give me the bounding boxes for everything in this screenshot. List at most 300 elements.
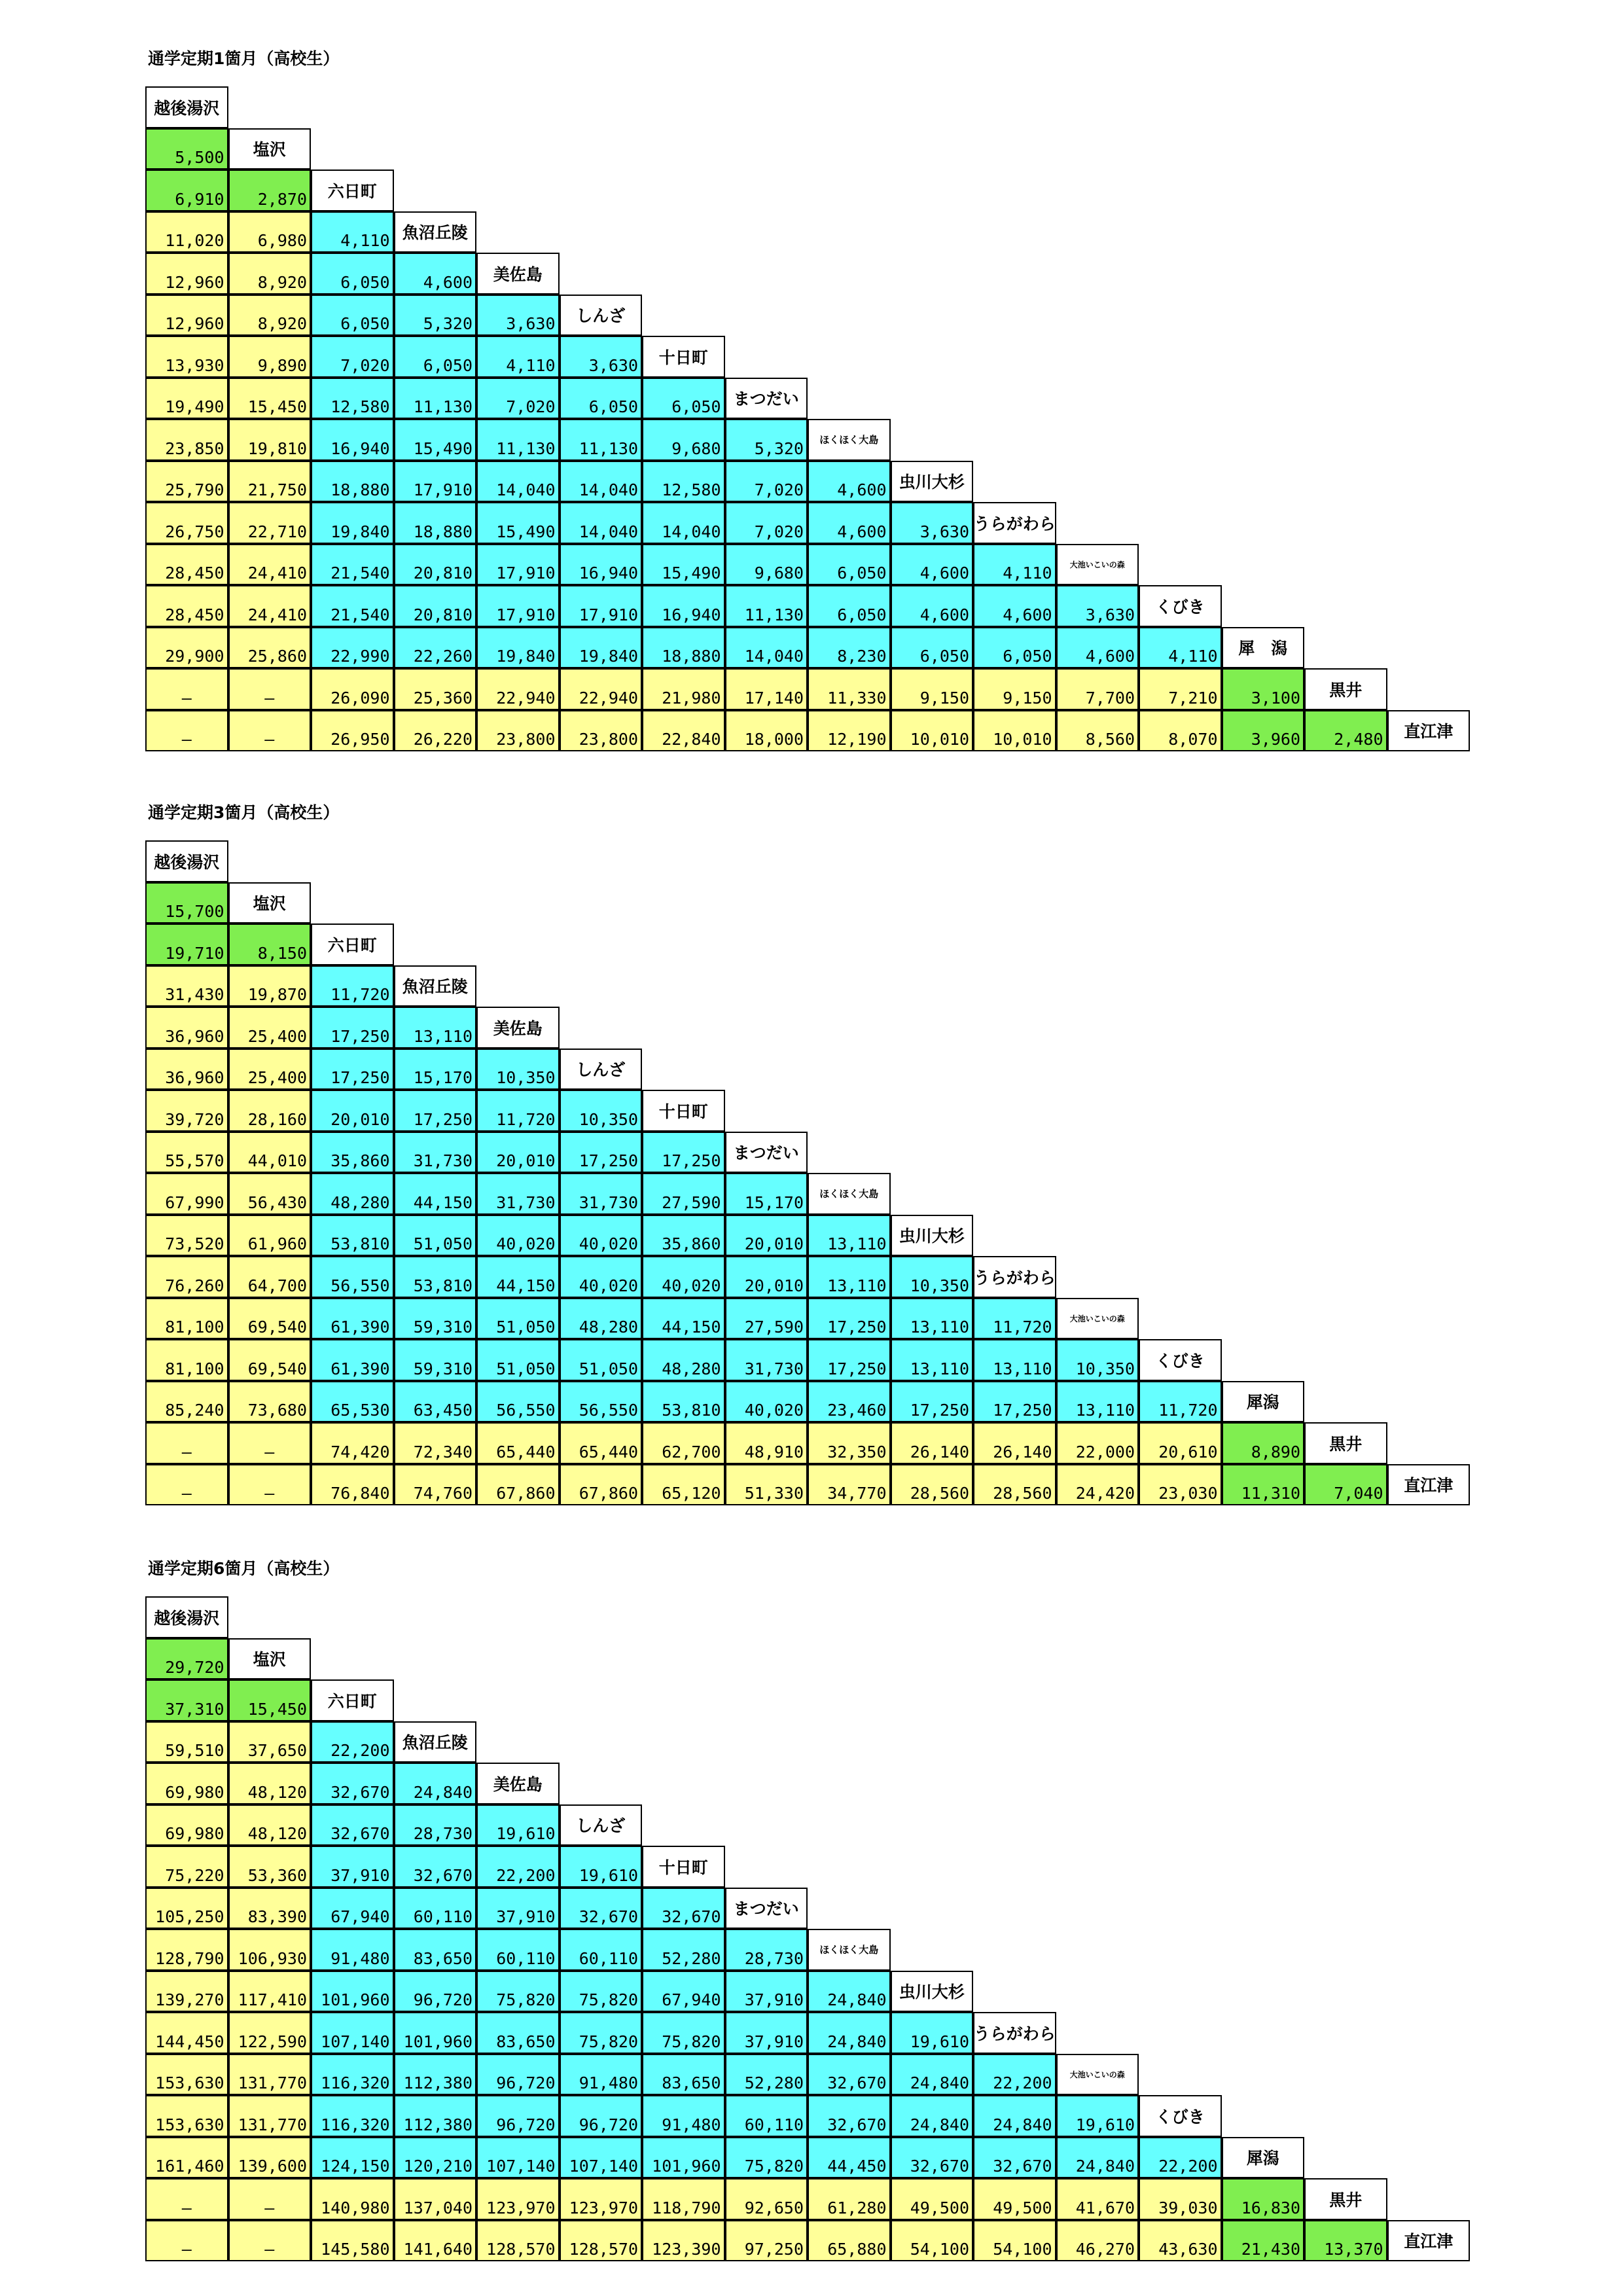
- fare-cell: 23,460: [808, 1381, 891, 1423]
- fare-cell: 25,360: [394, 668, 477, 710]
- fare-cell: 17,140: [725, 668, 808, 710]
- fare-cell: 21,750: [228, 461, 312, 503]
- fare-cell: 83,390: [228, 1888, 312, 1929]
- fare-cell: 67,860: [476, 1464, 560, 1506]
- fare-cell: 19,810: [228, 419, 312, 461]
- fare-cell: 18,880: [311, 461, 394, 503]
- fare-cell: 21,430: [1222, 2220, 1305, 2262]
- fare-cell: 19,840: [560, 627, 643, 669]
- fare-cell: 67,940: [311, 1888, 394, 1929]
- fare-cell: 22,200: [311, 1721, 394, 1763]
- fare-cell: 17,250: [891, 1381, 974, 1423]
- fare-cell: 13,110: [808, 1256, 891, 1298]
- fare-cell: 44,450: [808, 2137, 891, 2179]
- fare-cell: 145,580: [311, 2220, 394, 2262]
- fare-cell: ―: [145, 710, 228, 752]
- fare-cell: 61,390: [311, 1339, 394, 1381]
- station-header: 直江津: [1387, 710, 1471, 752]
- fare-cell: 61,960: [228, 1215, 312, 1257]
- station-header: 黒井: [1304, 1422, 1387, 1464]
- fare-cell: 8,920: [228, 253, 312, 295]
- fare-cell: ―: [228, 2220, 312, 2262]
- fare-cell: 116,320: [311, 2095, 394, 2137]
- fare-cell: 19,840: [311, 502, 394, 544]
- fare-cell: 37,910: [725, 1971, 808, 2013]
- fare-cell: 24,840: [973, 2095, 1056, 2137]
- fare-cell: 2,870: [228, 170, 312, 211]
- fare-cell: 23,850: [145, 419, 228, 461]
- fare-cell: 60,110: [476, 1929, 560, 1971]
- station-header: 黒井: [1304, 2178, 1387, 2220]
- fare-cell: 29,900: [145, 627, 228, 669]
- fare-cell: 23,030: [1139, 1464, 1222, 1506]
- fare-cell: ―: [228, 1422, 312, 1464]
- fare-cell: 153,630: [145, 2095, 228, 2137]
- fare-cell: 7,020: [725, 461, 808, 503]
- fare-cell: 141,640: [394, 2220, 477, 2262]
- fare-cell: 24,840: [891, 2095, 974, 2137]
- fare-cell: 14,040: [642, 502, 725, 544]
- station-header: 直江津: [1387, 1464, 1471, 1506]
- fare-cell: 112,380: [394, 2095, 477, 2137]
- station-header: 虫川大杉: [891, 461, 974, 503]
- fare-cell: 17,250: [808, 1298, 891, 1340]
- fare-cell: 34,770: [808, 1464, 891, 1506]
- fare-cell: 25,790: [145, 461, 228, 503]
- fare-cell: 131,770: [228, 2054, 312, 2096]
- fare-cell: 22,940: [476, 668, 560, 710]
- station-header: 美佐島: [476, 1763, 560, 1804]
- fare-cell: 117,410: [228, 1971, 312, 2013]
- fare-cell: 11,720: [1139, 1381, 1222, 1423]
- fare-cell: 7,700: [1056, 668, 1139, 710]
- fare-cell: 22,990: [311, 627, 394, 669]
- fare-cell: 29,720: [145, 1638, 228, 1680]
- fare-cell: 9,150: [973, 668, 1056, 710]
- fare-cell: 75,820: [642, 2012, 725, 2054]
- fare-cell: 76,840: [311, 1464, 394, 1506]
- fare-cell: 11,130: [476, 419, 560, 461]
- station-header: 美佐島: [476, 1007, 560, 1049]
- fare-cell: 19,490: [145, 378, 228, 420]
- station-header: 越後湯沢: [145, 86, 228, 128]
- fare-cell: 17,910: [560, 585, 643, 627]
- fare-cell: 40,020: [725, 1381, 808, 1423]
- fare-cell: 19,610: [1056, 2095, 1139, 2137]
- station-header: 越後湯沢: [145, 840, 228, 882]
- fare-cell: 101,960: [642, 2137, 725, 2179]
- fare-cell: 15,700: [145, 882, 228, 924]
- fare-cell: 51,050: [394, 1215, 477, 1257]
- fare-cell: 37,910: [725, 2012, 808, 2054]
- fare-cell: 28,450: [145, 585, 228, 627]
- station-header: 虫川大杉: [891, 1215, 974, 1257]
- station-header: 犀潟: [1222, 1381, 1305, 1423]
- fare-cell: 44,150: [642, 1298, 725, 1340]
- fare-cell: 139,600: [228, 2137, 312, 2179]
- fare-cell: 46,270: [1056, 2220, 1139, 2262]
- fare-cell: 6,910: [145, 170, 228, 211]
- fare-cell: 65,440: [476, 1422, 560, 1464]
- fare-cell: 8,230: [808, 627, 891, 669]
- fare-cell: 3,630: [891, 502, 974, 544]
- station-header: 虫川大杉: [891, 1971, 974, 2013]
- table-title: 通学定期1箇月（高校生）: [148, 49, 340, 68]
- fare-cell: 83,650: [642, 2054, 725, 2096]
- fare-cell: 19,840: [476, 627, 560, 669]
- fare-cell: 9,680: [725, 544, 808, 586]
- fare-cell: 9,680: [642, 419, 725, 461]
- station-header: 魚沼丘陵: [394, 1721, 477, 1763]
- fare-cell: 22,200: [973, 2054, 1056, 2096]
- fare-cell: 67,990: [145, 1173, 228, 1215]
- fare-cell: 26,140: [973, 1422, 1056, 1464]
- fare-cell: 54,100: [891, 2220, 974, 2262]
- fare-cell: 17,910: [476, 544, 560, 586]
- station-header: うらがわら: [973, 2012, 1056, 2054]
- fare-cell: 139,270: [145, 1971, 228, 2013]
- fare-cell: 32,670: [642, 1888, 725, 1929]
- fare-cell: 20,810: [394, 544, 477, 586]
- fare-cell: 74,760: [394, 1464, 477, 1506]
- fare-cell: 43,630: [1139, 2220, 1222, 2262]
- fare-cell: 4,600: [891, 544, 974, 586]
- fare-cell: 3,630: [560, 336, 643, 378]
- fare-cell: 17,250: [642, 1132, 725, 1174]
- fare-cell: 39,720: [145, 1090, 228, 1132]
- fare-cell: 4,600: [1056, 627, 1139, 669]
- fare-cell: 26,220: [394, 710, 477, 752]
- fare-cell: 69,540: [228, 1339, 312, 1381]
- fare-cell: 60,110: [725, 2095, 808, 2137]
- fare-cell: 123,970: [560, 2178, 643, 2220]
- fare-cell: 53,810: [642, 1381, 725, 1423]
- fare-cell: 101,960: [311, 1971, 394, 2013]
- fare-cell: 20,810: [394, 585, 477, 627]
- fare-cell: 161,460: [145, 2137, 228, 2179]
- station-header: 犀潟: [1222, 2137, 1305, 2179]
- fare-cell: 6,050: [808, 585, 891, 627]
- fare-cell: 31,730: [394, 1132, 477, 1174]
- fare-cell: 13,930: [145, 336, 228, 378]
- fare-cell: 85,240: [145, 1381, 228, 1423]
- fare-cell: 59,310: [394, 1298, 477, 1340]
- fare-cell: 32,350: [808, 1422, 891, 1464]
- fare-cell: 128,570: [560, 2220, 643, 2262]
- fare-cell: 10,010: [973, 710, 1056, 752]
- fare-cell: 13,110: [891, 1339, 974, 1381]
- fare-cell: 51,050: [476, 1298, 560, 1340]
- fare-cell: 91,480: [311, 1929, 394, 1971]
- fare-cell: 24,840: [394, 1763, 477, 1804]
- fare-cell: 40,020: [560, 1256, 643, 1298]
- fare-cell: 140,980: [311, 2178, 394, 2220]
- fare-cell: 25,400: [228, 1007, 312, 1049]
- fare-cell: 131,770: [228, 2095, 312, 2137]
- fare-cell: 32,670: [808, 2095, 891, 2137]
- fare-cell: 122,590: [228, 2012, 312, 2054]
- fare-cell: 18,880: [642, 627, 725, 669]
- fare-cell: 8,070: [1139, 710, 1222, 752]
- fare-cell: 4,600: [891, 585, 974, 627]
- fare-cell: 17,250: [394, 1090, 477, 1132]
- fare-cell: 26,090: [311, 668, 394, 710]
- fare-cell: 32,670: [891, 2137, 974, 2179]
- fare-cell: 37,650: [228, 1721, 312, 1763]
- fare-cell: 144,450: [145, 2012, 228, 2054]
- station-header: しんざ: [560, 1049, 643, 1090]
- station-header: ほくほく大島: [808, 419, 891, 461]
- fare-cell: 4,600: [808, 502, 891, 544]
- fare-cell: 13,110: [891, 1298, 974, 1340]
- fare-cell: 31,730: [476, 1173, 560, 1215]
- fare-cell: 15,490: [394, 419, 477, 461]
- fare-cell: 63,450: [394, 1381, 477, 1423]
- fare-cell: 16,830: [1222, 2178, 1305, 2220]
- fare-cell: ―: [145, 2178, 228, 2220]
- fare-cell: 107,140: [476, 2137, 560, 2179]
- fare-cell: 105,250: [145, 1888, 228, 1929]
- fare-cell: 24,420: [1056, 1464, 1139, 1506]
- fare-cell: 4,110: [311, 211, 394, 253]
- fare-cell: 37,910: [476, 1888, 560, 1929]
- fare-cell: 7,020: [476, 378, 560, 420]
- fare-cell: 26,750: [145, 502, 228, 544]
- fare-cell: 31,730: [560, 1173, 643, 1215]
- fare-cell: 67,860: [560, 1464, 643, 1506]
- fare-cell: 14,040: [560, 502, 643, 544]
- fare-cell: 22,260: [394, 627, 477, 669]
- fare-cell: 153,630: [145, 2054, 228, 2096]
- fare-cell: 25,400: [228, 1049, 312, 1090]
- fare-cell: 11,130: [560, 419, 643, 461]
- fare-cell: 128,570: [476, 2220, 560, 2262]
- fare-cell: 107,140: [311, 2012, 394, 2054]
- station-header: 美佐島: [476, 253, 560, 295]
- fare-cell: 22,940: [560, 668, 643, 710]
- fare-cell: 14,040: [476, 461, 560, 503]
- fare-cell: 49,500: [973, 2178, 1056, 2220]
- fare-cell: 17,910: [476, 585, 560, 627]
- fare-cell: 97,250: [725, 2220, 808, 2262]
- fare-cell: 10,350: [1056, 1339, 1139, 1381]
- station-header: うらがわら: [973, 1256, 1056, 1298]
- fare-cell: 48,280: [642, 1339, 725, 1381]
- fare-cell: 28,560: [973, 1464, 1056, 1506]
- fare-cell: 22,000: [1056, 1422, 1139, 1464]
- fare-cell: 61,390: [311, 1298, 394, 1340]
- fare-cell: 55,570: [145, 1132, 228, 1174]
- fare-cell: 16,940: [560, 544, 643, 586]
- fare-cell: 74,420: [311, 1422, 394, 1464]
- fare-cell: 28,560: [891, 1464, 974, 1506]
- fare-cell: 39,030: [1139, 2178, 1222, 2220]
- fare-cell: 112,380: [394, 2054, 477, 2096]
- fare-cell: 32,670: [808, 2054, 891, 2096]
- fare-cell: 15,170: [725, 1173, 808, 1215]
- fare-cell: 52,280: [725, 2054, 808, 2096]
- fare-cell: 14,040: [560, 461, 643, 503]
- fare-cell: 12,190: [808, 710, 891, 752]
- table-title: 通学定期6箇月（高校生）: [148, 1559, 340, 1578]
- station-header: 十日町: [642, 1846, 725, 1888]
- fare-cell: 28,450: [145, 544, 228, 586]
- fare-cell: 19,610: [560, 1846, 643, 1888]
- fare-cell: 91,480: [560, 2054, 643, 2096]
- fare-cell: 76,260: [145, 1256, 228, 1298]
- fare-cell: 7,020: [311, 336, 394, 378]
- fare-cell: 21,540: [311, 585, 394, 627]
- station-header: 十日町: [642, 336, 725, 378]
- station-header: 六日町: [311, 170, 394, 211]
- fare-cell: 11,720: [311, 965, 394, 1007]
- station-header: 塩沢: [228, 882, 312, 924]
- fare-cell: 27,590: [725, 1298, 808, 1340]
- station-header: まつだい: [725, 1132, 808, 1174]
- station-header: 六日町: [311, 1679, 394, 1721]
- station-header: ほくほく大島: [808, 1929, 891, 1971]
- fare-cell: 20,610: [1139, 1422, 1222, 1464]
- fare-cell: 13,370: [1304, 2220, 1387, 2262]
- fare-cell: 20,010: [311, 1090, 394, 1132]
- fare-cell: 83,650: [476, 2012, 560, 2054]
- fare-cell: 26,950: [311, 710, 394, 752]
- fare-cell: 31,730: [725, 1339, 808, 1381]
- fare-cell: 65,440: [560, 1422, 643, 1464]
- fare-cell: 10,010: [891, 710, 974, 752]
- fare-cell: 24,840: [808, 1971, 891, 2013]
- fare-cell: 6,050: [560, 378, 643, 420]
- fare-cell: 7,040: [1304, 1464, 1387, 1506]
- fare-cell: 4,600: [973, 585, 1056, 627]
- fare-cell: 28,160: [228, 1090, 312, 1132]
- fare-cell: ―: [228, 2178, 312, 2220]
- fare-cell: 56,550: [560, 1381, 643, 1423]
- fare-cell: 61,280: [808, 2178, 891, 2220]
- fare-cell: 6,050: [808, 544, 891, 586]
- station-header: 大池いこいの森: [1056, 2054, 1139, 2096]
- station-header: 越後湯沢: [145, 1596, 228, 1638]
- fare-cell: 4,600: [808, 461, 891, 503]
- fare-cell: 10,350: [476, 1049, 560, 1090]
- fare-cell: 13,110: [973, 1339, 1056, 1381]
- station-header: まつだい: [725, 378, 808, 420]
- fare-cell: 40,020: [642, 1256, 725, 1298]
- fare-cell: 23,800: [560, 710, 643, 752]
- station-header: くびき: [1139, 1339, 1222, 1381]
- fare-cell: 40,020: [476, 1215, 560, 1257]
- station-header: 塩沢: [228, 128, 312, 170]
- fare-cell: 81,100: [145, 1339, 228, 1381]
- fare-cell: 19,610: [476, 1804, 560, 1846]
- station-header: くびき: [1139, 2095, 1222, 2137]
- fare-cell: 18,880: [394, 502, 477, 544]
- fare-cell: 64,700: [228, 1256, 312, 1298]
- station-header: 犀 潟: [1222, 627, 1305, 669]
- fare-cell: 11,720: [476, 1090, 560, 1132]
- fare-cell: 124,150: [311, 2137, 394, 2179]
- fare-cell: 15,450: [228, 378, 312, 420]
- fare-cell: 51,050: [560, 1339, 643, 1381]
- fare-cell: 4,110: [973, 544, 1056, 586]
- fare-cell: 56,430: [228, 1173, 312, 1215]
- fare-cell: 12,960: [145, 295, 228, 336]
- station-header: 大池いこいの森: [1056, 544, 1139, 586]
- fare-cell: 27,590: [642, 1173, 725, 1215]
- fare-cell: 13,110: [808, 1215, 891, 1257]
- fare-cell: 12,580: [311, 378, 394, 420]
- fare-cell: 22,840: [642, 710, 725, 752]
- fare-cell: 24,410: [228, 585, 312, 627]
- fare-cell: 96,720: [476, 2095, 560, 2137]
- station-header: 十日町: [642, 1090, 725, 1132]
- fare-cell: 6,050: [394, 336, 477, 378]
- fare-cell: ―: [228, 668, 312, 710]
- fare-cell: 5,500: [145, 128, 228, 170]
- fare-cell: 31,430: [145, 965, 228, 1007]
- fare-cell: ―: [228, 1464, 312, 1506]
- fare-cell: 60,110: [394, 1888, 477, 1929]
- fare-cell: 123,390: [642, 2220, 725, 2262]
- fare-cell: 48,120: [228, 1763, 312, 1804]
- fare-cell: 120,210: [394, 2137, 477, 2179]
- fare-cell: 22,710: [228, 502, 312, 544]
- station-header: ほくほく大島: [808, 1173, 891, 1215]
- fare-cell: 17,250: [560, 1132, 643, 1174]
- fare-cell: 13,110: [394, 1007, 477, 1049]
- fare-cell: 25,860: [228, 627, 312, 669]
- station-header: 黒井: [1304, 668, 1387, 710]
- fare-cell: 91,480: [642, 2095, 725, 2137]
- fare-cell: 118,790: [642, 2178, 725, 2220]
- fare-cell: 14,040: [725, 627, 808, 669]
- fare-cell: 54,100: [973, 2220, 1056, 2262]
- fare-cell: 32,670: [394, 1846, 477, 1888]
- fare-cell: 53,810: [311, 1215, 394, 1257]
- fare-cell: 6,050: [973, 627, 1056, 669]
- station-header: 直江津: [1387, 2220, 1471, 2262]
- fare-cell: 16,940: [311, 419, 394, 461]
- station-header: 六日町: [311, 924, 394, 965]
- fare-cell: 8,920: [228, 295, 312, 336]
- fare-cell: 3,630: [1056, 585, 1139, 627]
- fare-cell: 92,650: [725, 2178, 808, 2220]
- station-header: 魚沼丘陵: [394, 965, 477, 1007]
- fare-cell: ―: [145, 1464, 228, 1506]
- fare-cell: 69,540: [228, 1298, 312, 1340]
- fare-cell: 44,150: [394, 1173, 477, 1215]
- fare-cell: 15,450: [228, 1679, 312, 1721]
- fare-cell: 28,730: [725, 1929, 808, 1971]
- fare-cell: 32,670: [311, 1763, 394, 1804]
- fare-cell: 24,840: [891, 2054, 974, 2096]
- fare-cell: 18,000: [725, 710, 808, 752]
- fare-cell: 3,960: [1222, 710, 1305, 752]
- fare-cell: 11,330: [808, 668, 891, 710]
- fare-cell: 128,790: [145, 1929, 228, 1971]
- fare-cell: 17,250: [973, 1381, 1056, 1423]
- fare-cell: 19,610: [891, 2012, 974, 2054]
- fare-cell: 26,140: [891, 1422, 974, 1464]
- fare-cell: 137,040: [394, 2178, 477, 2220]
- fare-cell: 75,820: [560, 2012, 643, 2054]
- station-header: 大池いこいの森: [1056, 1298, 1139, 1340]
- fare-cell: 2,480: [1304, 710, 1387, 752]
- fare-cell: 69,980: [145, 1804, 228, 1846]
- fare-cell: 32,670: [973, 2137, 1056, 2179]
- fare-cell: 10,350: [891, 1256, 974, 1298]
- fare-cell: 96,720: [476, 2054, 560, 2096]
